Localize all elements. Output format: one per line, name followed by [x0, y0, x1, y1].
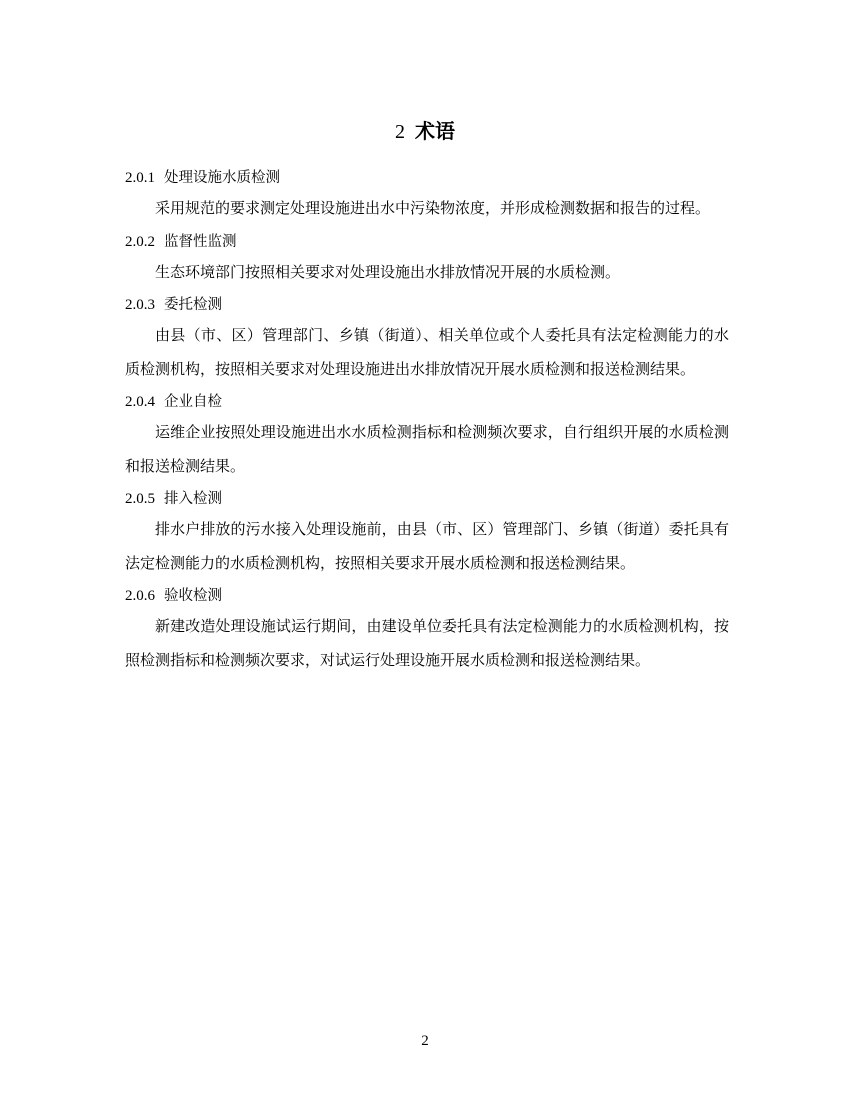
term-heading [125, 226, 729, 256]
term-2-0-4 [125, 386, 729, 483]
term-name: 委托检测 [164, 297, 222, 313]
term-heading [125, 580, 729, 610]
term-name: 验收检测 [164, 588, 222, 604]
term-code: 2.0.1 [125, 170, 155, 186]
term-2-0-5 [125, 483, 729, 580]
term-definition: 生态环境部门按照相关要求对处理设施出水排放情况开展的水质检测。 [155, 262, 621, 281]
term-definition: 运维企业按照处理设施进出水水质检测指标和检测频次要求，自行组织开展的水质检测和报送检测结果。 [125, 423, 729, 475]
term-definition: 采用规范的要求测定处理设施进出水中污染物浓度，并形成检测数据和报告的过程。 [155, 199, 711, 217]
term-2-0-3 [125, 289, 729, 386]
page-number: 2 [421, 1033, 429, 1049]
term-heading [125, 289, 729, 319]
term-code: 2.0.5 [125, 491, 155, 507]
term-name: 企业自检 [164, 394, 222, 410]
term-name: 排入检测 [164, 491, 222, 507]
term-2-0-6 [125, 580, 729, 677]
page-title [0, 117, 850, 146]
term-code: 2.0.2 [125, 233, 155, 250]
term-2-0-2 [125, 226, 729, 290]
term-name: 处理设施水质检测 [164, 170, 280, 186]
term-name: 监督性监测 [164, 233, 237, 250]
term-heading [125, 483, 729, 513]
term-definition: 由县（市、区）管理部门、乡镇（街道）、相关单位或个人委托具有法定检测能力的水质检测机构，按照相关要求对处理设施进出水排放情况开展水质检测和报送检测结果。 [125, 326, 729, 378]
chapter-title: 术语 [415, 119, 455, 143]
term-2-0-1 [125, 162, 729, 226]
term-code: 2.0.6 [125, 588, 155, 604]
chapter-number: 2 [395, 121, 405, 143]
term-code: 2.0.3 [125, 297, 155, 313]
term-code: 2.0.4 [125, 394, 155, 410]
terms-list [125, 162, 729, 677]
term-definition: 排水户排放的污水接入处理设施前，由县（市、区）管理部门、乡镇（街道）委托具有法定检测能力的水质检测机构，按照相关要求开展水质检测和报送检测结果。 [125, 520, 729, 572]
term-heading [125, 162, 729, 192]
term-heading [125, 386, 729, 416]
term-definition: 新建改造处理设施试运行期间，由建设单位委托具有法定检测能力的水质检测机构，按照检测指标和检测频次要求，对试运行处理设施开展水质检测和报送检测结果。 [125, 617, 729, 669]
